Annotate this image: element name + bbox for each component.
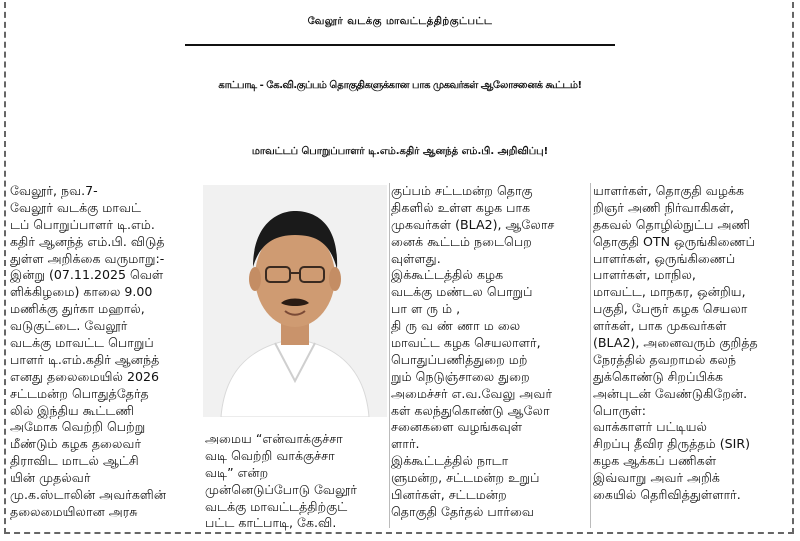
article-kicker: வேலூர் வடக்கு மாவட்டத்திற்குட்பட்ட bbox=[307, 16, 493, 27]
column-line: வேலூர், நவ.7- bbox=[10, 183, 98, 198]
column-line: தி ரு வ ண் ணா ம லை bbox=[391, 318, 521, 334]
column-line: சட்டமன்ற பொதுத்தேர்த bbox=[10, 385, 149, 401]
column-line: வடக்கு மாவட்ட பொறுப் bbox=[10, 335, 154, 351]
column-line: வுள்ளது. bbox=[391, 250, 441, 266]
column-line: (BLA2), அனைவரும் குறித்த bbox=[593, 335, 758, 351]
column-line: அன்புடன் வேண்டுகிறேன். bbox=[593, 385, 748, 401]
column-line: வடக்கு மாவட்டத்திற்குட் bbox=[205, 498, 348, 514]
column-line: பட்ட காட்பாடி, கே.வி. bbox=[205, 515, 337, 531]
column-line: கதிர் ஆனந்த் எம்.பி. விடுத் bbox=[10, 233, 165, 249]
column-line: கையில் தெரிவித்துள்ளார். bbox=[593, 487, 741, 503]
column-line: தலைமையிலான அரசு bbox=[10, 503, 138, 519]
article-subheadline: மாவட்டப் பொறுப்பாளர் டி.எம்.கதிர் ஆனந்த் எம்.பி. அறிவிப்பு! bbox=[251, 146, 549, 157]
column-line: மணிக்கு துர்கா மஹால், bbox=[10, 301, 145, 317]
column-line: ளுமன்ற, சட்டமன்ற உறுப் bbox=[391, 470, 540, 486]
column-line: பா ள ரு ம் , bbox=[391, 301, 461, 317]
column-divider bbox=[590, 183, 591, 528]
column-line: துள்ள அறிக்கை வருமாறு:- bbox=[10, 250, 165, 266]
column-line: னைக் கூட்டம் நடைபெற bbox=[391, 233, 532, 249]
column-line: பாளர் டி.எம்.கதிர் ஆனந்த் bbox=[10, 351, 160, 367]
column-line: அமோக வெற்றி பெற்று bbox=[10, 419, 146, 435]
column-line: வடுகுட்டை. வேலூர் bbox=[10, 318, 128, 334]
column-line: மீண்டும் கழக தலைவர் bbox=[10, 436, 142, 452]
column-line: கழக ஆக்கப் பணிகள் bbox=[593, 453, 717, 469]
portrait-photo bbox=[203, 185, 387, 417]
column-line: பகுதி, பேரூர் கழக செயலா bbox=[593, 301, 748, 317]
column-line: ளர்கள், பாக முகவர்கள் bbox=[593, 318, 727, 334]
portrait-illustration bbox=[203, 185, 387, 417]
column-line: இக்கூட்டத்தில் நாடா bbox=[391, 453, 509, 469]
column-line: வடி” என்ற bbox=[205, 464, 269, 480]
column-line: குப்பம் சட்டமன்ற தொகு bbox=[391, 183, 533, 198]
article-column-4 bbox=[593, 183, 790, 504]
column-line: சனைகளை வழங்கவுள் bbox=[391, 419, 523, 435]
column-line: ளார். bbox=[391, 436, 420, 452]
article-column-3 bbox=[391, 183, 588, 521]
column-line: கள் கலந்துகொண்டு ஆலோ bbox=[391, 402, 550, 418]
column-line: மாவட்ட, மாநகர, ஒன்றிய, bbox=[593, 284, 746, 300]
column-line: அமைச்சர் எ.வ.வேலு அவர் bbox=[391, 385, 553, 401]
column-line: அமைய “என்வாக்குச்சா bbox=[205, 431, 343, 446]
column-line: மாவட்ட கழக செயலாளர், bbox=[391, 335, 541, 351]
column-line: டப் பொறுப்பாளர் டி.எம். bbox=[10, 216, 155, 232]
column-line: திராவிட மாடல் ஆட்சி bbox=[10, 453, 139, 469]
column-line: பொதுப்பணித்துறை மற் bbox=[391, 351, 528, 367]
column-line: பாளர்கள், ஒருங்கிணைப் bbox=[593, 250, 736, 266]
column-line: முன்னெடுப்போடு வேலூர் bbox=[205, 481, 357, 497]
column-line: எனது தலைமையில் 2026 bbox=[10, 368, 160, 384]
column-line: இவ்வாறு அவர் அறிக் bbox=[593, 470, 720, 486]
column-line: தொகுதி தேர்தல் பார்வை bbox=[391, 503, 534, 519]
column-line: துக்கொண்டு சிறப்பிக்க bbox=[593, 368, 724, 384]
column-line: லில் இந்திய கூட்டணி bbox=[10, 402, 135, 418]
column-line: வேலூர் வடக்கு மாவட் bbox=[10, 199, 142, 215]
column-line: றும் நெடுஞ்சாலை துறை bbox=[391, 368, 530, 384]
column-line: பாளர்கள், மாநில, bbox=[593, 267, 696, 283]
column-line: யாளர்கள், தொகுதி வழக்க bbox=[593, 183, 745, 198]
column-line: றிஞர் அணி நிர்வாகிகள், bbox=[593, 199, 735, 215]
column-line: தொகுதி OTN ஒருங்கிணைப் bbox=[593, 233, 755, 249]
column-line: பினர்கள், சட்டமன்ற bbox=[391, 487, 507, 503]
column-line: மு.க.ஸ்டாலின் அவர்களின் bbox=[10, 487, 167, 503]
column-line: தகவல் தொழில்நுட்ப அணி bbox=[593, 216, 751, 232]
column-divider bbox=[389, 183, 390, 528]
column-line: சிறப்பு தீவிர திருத்தம் (SIR) bbox=[593, 436, 751, 452]
article-column-1 bbox=[10, 183, 198, 521]
column-line: பொருள்: bbox=[593, 402, 647, 418]
column-line: யின் முதல்வர் bbox=[10, 470, 91, 486]
column-line: இக்கூட்டத்தில் கழக bbox=[391, 267, 504, 283]
column-line: திகளில் உள்ள கழக பாக bbox=[391, 199, 531, 215]
column-line: வடக்கு மண்டல பொறுப் bbox=[391, 284, 533, 300]
article-headline: காட்பாடி - கே.வி.குப்பம் தொகுதிகளுக்கான பாக முகவர்கள் ஆலோசனைக் கூட்டம்! bbox=[218, 80, 582, 91]
column-line: நேரத்தில் தவறாமல் கலந் bbox=[593, 351, 737, 367]
column-line: வடி வெற்றி வாக்குச்சா bbox=[205, 447, 335, 463]
column-line: முகவர்கள் (BLA2), ஆலோச bbox=[391, 216, 555, 232]
column-line: இன்று (07.11.2025 வெள் bbox=[10, 267, 164, 283]
article-column-2 bbox=[205, 431, 387, 532]
column-line: ளிக்கிழமை) காலை 9.00 bbox=[10, 284, 153, 300]
kicker-underline bbox=[185, 44, 615, 46]
column-line: வாக்காளர் பட்டியல் bbox=[593, 419, 707, 435]
